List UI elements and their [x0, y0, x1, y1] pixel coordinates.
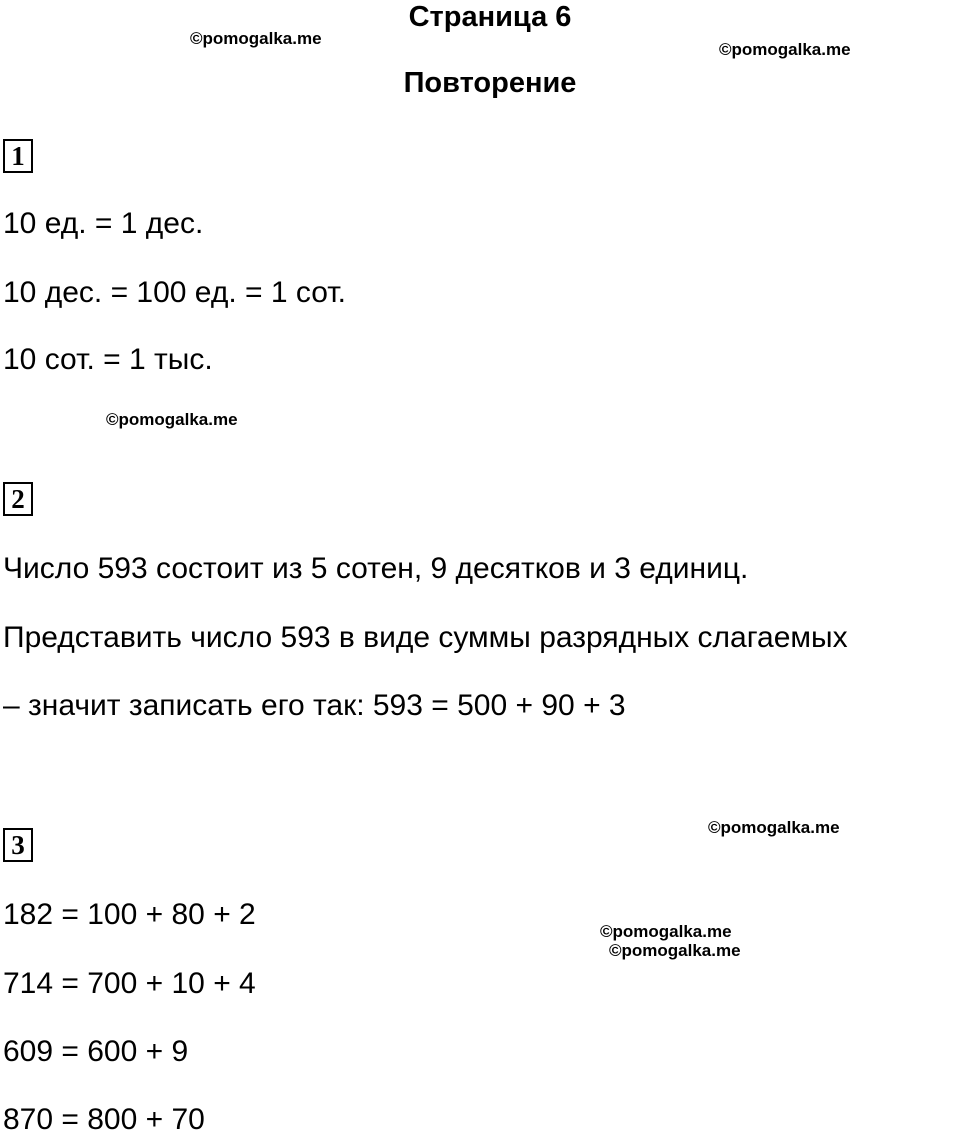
- task-line: 10 дес. = 100 ед. = 1 сот.: [3, 276, 346, 309]
- task-number-box: 1: [3, 139, 33, 173]
- watermark: ©pomogalka.me: [600, 922, 732, 941]
- watermark: ©pomogalka.me: [106, 410, 238, 429]
- watermark: ©pomogalka.me: [719, 40, 851, 59]
- watermark: ©pomogalka.me: [190, 29, 322, 48]
- task-line: Представить число 593 в виде суммы разрядных слагаемых: [3, 621, 848, 654]
- task-line: – значит записать его так: 593 = 500 + 90 + 3: [3, 689, 626, 722]
- task-line: 182 = 100 + 80 + 2: [3, 898, 256, 931]
- task-line: 10 ед. = 1 дес.: [3, 207, 204, 240]
- task-line: 10 сот. = 1 тыс.: [3, 343, 213, 376]
- task-line: 714 = 700 + 10 + 4: [3, 967, 256, 1000]
- watermark: ©pomogalka.me: [609, 941, 741, 960]
- task-line: 870 = 800 + 70: [3, 1103, 205, 1136]
- task-number-box: 2: [3, 482, 33, 516]
- watermark: ©pomogalka.me: [708, 818, 840, 837]
- task-line: 609 = 600 + 9: [3, 1035, 189, 1068]
- section-title: Повторение: [403, 67, 577, 99]
- task-line: Число 593 состоит из 5 сотен, 9 десятков и 3 единиц.: [3, 552, 749, 585]
- page-title: Страница 6: [408, 1, 572, 33]
- task-number-box: 3: [3, 828, 33, 862]
